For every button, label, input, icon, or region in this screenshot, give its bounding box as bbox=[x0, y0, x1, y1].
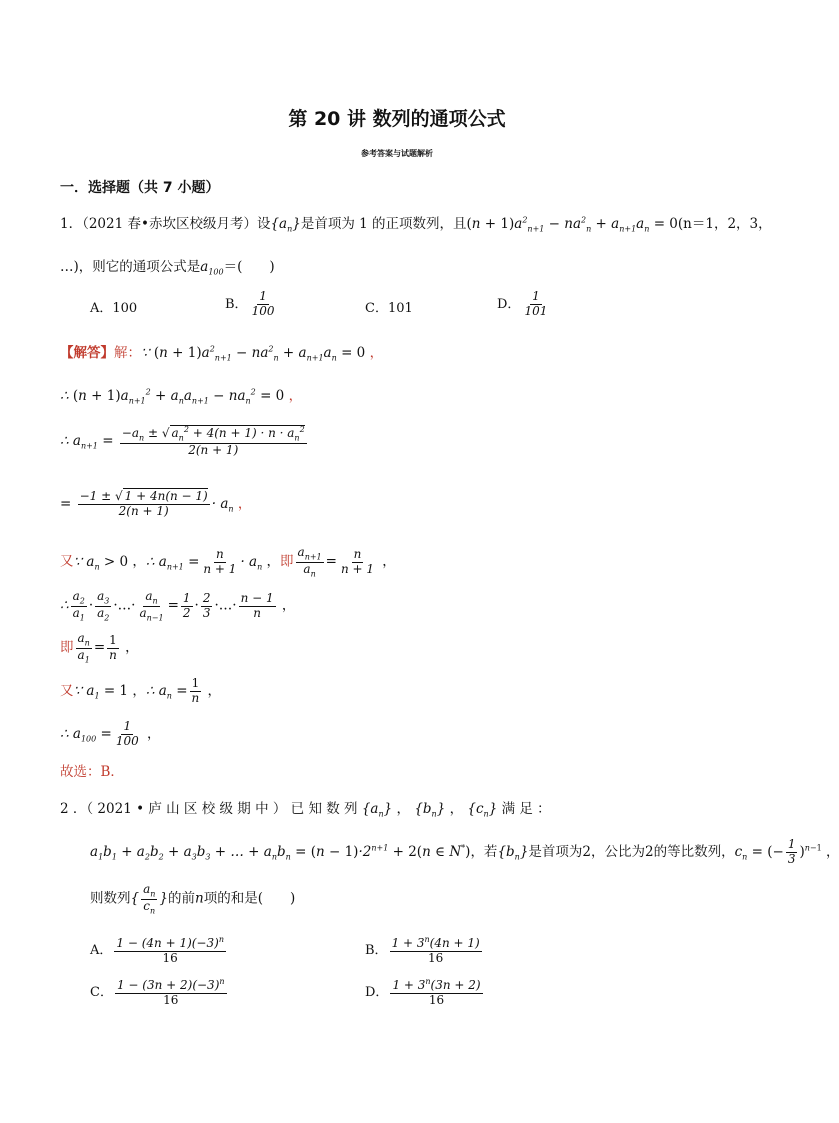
q1-stem-line2-text: …)，则它的通项公式是 bbox=[60, 259, 201, 275]
q1-option-c: C．101 bbox=[365, 301, 413, 316]
q2-option-a bbox=[90, 935, 228, 966]
q2-option-b-frac: $\frac{1 + 3^n(4n + 1)}{16}$ bbox=[391, 935, 480, 965]
q1-option-d-label: D． bbox=[497, 296, 521, 312]
q1-option-b-frac: $\frac{1}{100}$ bbox=[251, 289, 275, 318]
q2-stem-mid: 满 足 ： bbox=[501, 801, 551, 817]
q1-solution-prefix: 解： bbox=[114, 345, 141, 361]
q2-option-c-label: C． bbox=[90, 984, 113, 1000]
q2-option-a-label: A． bbox=[90, 942, 113, 958]
q2-stem-prefix: 2 ．（ 2021 • 庐 山 区 校 级 期 中 ） 已 知 数 列 bbox=[60, 801, 358, 817]
q2-option-b-label: B． bbox=[365, 942, 388, 958]
q1-choose: 故选：B． bbox=[60, 764, 124, 780]
q1-stem-tail: (n＝1，2，3， bbox=[677, 216, 772, 232]
q1-stem-mid: 是首项为 1 的正项数列，且 bbox=[300, 216, 467, 232]
q1-option-d-frac: $\frac{1}{101}$ bbox=[524, 289, 548, 318]
page-title: 第 20 讲 数列的通项公式 bbox=[288, 108, 506, 130]
q1-stem-prefix: 1．（2021 春•赤坎区校级月考）设 bbox=[60, 216, 271, 232]
q2-line3-prefix: 则数列 bbox=[90, 890, 131, 907]
q2-option-c-frac: $\frac{1 - (3n + 2)(-3)^n}{16}$ bbox=[116, 977, 225, 1007]
q2-option-b bbox=[365, 935, 484, 966]
q1-option-b bbox=[225, 290, 278, 319]
q1-seq-an: $\{a_n\}$ bbox=[270, 216, 301, 234]
q2-option-a-frac: $\frac{1 - (4n + 1)(-3)^n}{16}$ bbox=[116, 935, 224, 965]
q1-recurrence: $(n + 1)a^2_{n+1} - na^2_n + a_{n+1}a_n = 0$ bbox=[466, 215, 678, 234]
q2-stem-line2: $a_1b_1 + a_2b_2 + a_3b_3$ + … + $a_nb_n = (n - 1)\cdot 2^{n+1} + 2(n$ ∈ N*)，若$\{b_n\}$是首项为2，公比为2的等比数列，$c_n$ = (− $\frac{1}{3}$ )$^{n-1}$ ， bbox=[90, 837, 839, 866]
q1-solution-line9: ∴ $a_{100}$ = $\frac{1}{100}$ ， bbox=[60, 719, 161, 748]
q1-solution-line1: 【解答】解：∵ $(n + 1)a^2_{n+1} - na^2_n + a_{n+1}a_n = 0$ ， bbox=[60, 344, 384, 363]
q1-solution-frac2: $\frac{-1 \pm √ 1 + 4n(n - 1)}{2(n + 1)}$ bbox=[79, 489, 208, 518]
section-heading: 一．选择题（共 7 小题） bbox=[60, 180, 220, 196]
q2-line3-suffix: 的前 bbox=[168, 890, 195, 907]
q2-option-d-frac: $\frac{1 + 3^n(3n + 2)}{16}$ bbox=[392, 977, 481, 1007]
q1-solution-line5: 又∵ $a_n > 0$ ，∴ $a_{n+1}$ = $\frac{n}{n + 1}$ · $a_n$ ，即 $\frac{a_{n+1}}{a_n}$ = $\frac{n}{n + 1}$ ， bbox=[60, 545, 396, 578]
q1-solution-line6: ∴ $\frac{a_2}{a_1}$ · $\frac{a_3}{a_2}$ ·…· $\frac{a_n}{a_{n-1}}$ = $\frac{1}{2}$ · $\frac{2}{3}$ ·…· $\frac{n - 1}{n}$ ， bbox=[60, 589, 296, 622]
q1-option-a: A．100 bbox=[90, 301, 138, 316]
q1-option-d bbox=[497, 290, 551, 319]
q1-stem-line1 bbox=[60, 212, 772, 234]
q1-solution-line2: ∴ $(n + 1)a_{n+1}^2 + a_na_{n+1} - na_n^2 = 0$ ， bbox=[60, 387, 303, 406]
q2-line3-end: 项的和是( ) bbox=[203, 890, 296, 907]
q1-solution-line4: = $\frac{-1 \pm √ 1 + 4n(n - 1)}{2(n + 1)}$ · $a_n$ ， bbox=[60, 489, 252, 518]
q1-option-b-label: B． bbox=[225, 296, 248, 312]
q2-stem-line1: 2 ．（ 2021 • 庐 山 区 校 级 期 中 ） 已 知 数 列 $\{a_n\}$ ， $\{b_n\}$ ， $\{c_n\}$ 满 足 ： bbox=[60, 801, 551, 819]
q1-solution-line7: 即 $\frac{a_n}{a_1}$ = $\frac{1}{n}$ ， bbox=[60, 631, 139, 664]
q1-solution-line8: 又∵ $a_1 = 1$ ，∴ $a_n$ = $\frac{1}{n}$ ， bbox=[60, 676, 222, 705]
q1-stem-line2-end: ＝( ) bbox=[223, 259, 275, 275]
q1-stem-line2 bbox=[60, 255, 275, 277]
q1-solution-label: 【解答】 bbox=[60, 345, 114, 361]
q2-option-c bbox=[90, 977, 229, 1008]
page-subtitle: 参考答案与试题解析 bbox=[361, 149, 433, 158]
q2-cond-text: 是首项为2，公比为2的等比数列， bbox=[528, 843, 735, 860]
q2-stem-line3: 则数列{ $\frac{a_n}{c_n}$ }的前n项的和是( ) bbox=[90, 882, 296, 915]
q1-solution-line3: ∴ $a_{n+1}$ = $\frac{-a_n \pm √ a_n^2 + 4(n + 1) \cdot n \cdot a_n^2}{2(n + 1)}$ bbox=[60, 425, 305, 457]
q1-solution-frac1: $\frac{-a_n \pm √ a_n^2 + 4(n + 1) \cdot n \cdot a_n^2}{2(n + 1)}$ bbox=[121, 425, 305, 457]
q2-cond-mid: ，若 bbox=[470, 843, 498, 860]
q2-option-d-label: D． bbox=[365, 984, 389, 1000]
q1-a100: $a_{100}$ bbox=[200, 259, 224, 277]
q2-option-d bbox=[365, 977, 485, 1008]
